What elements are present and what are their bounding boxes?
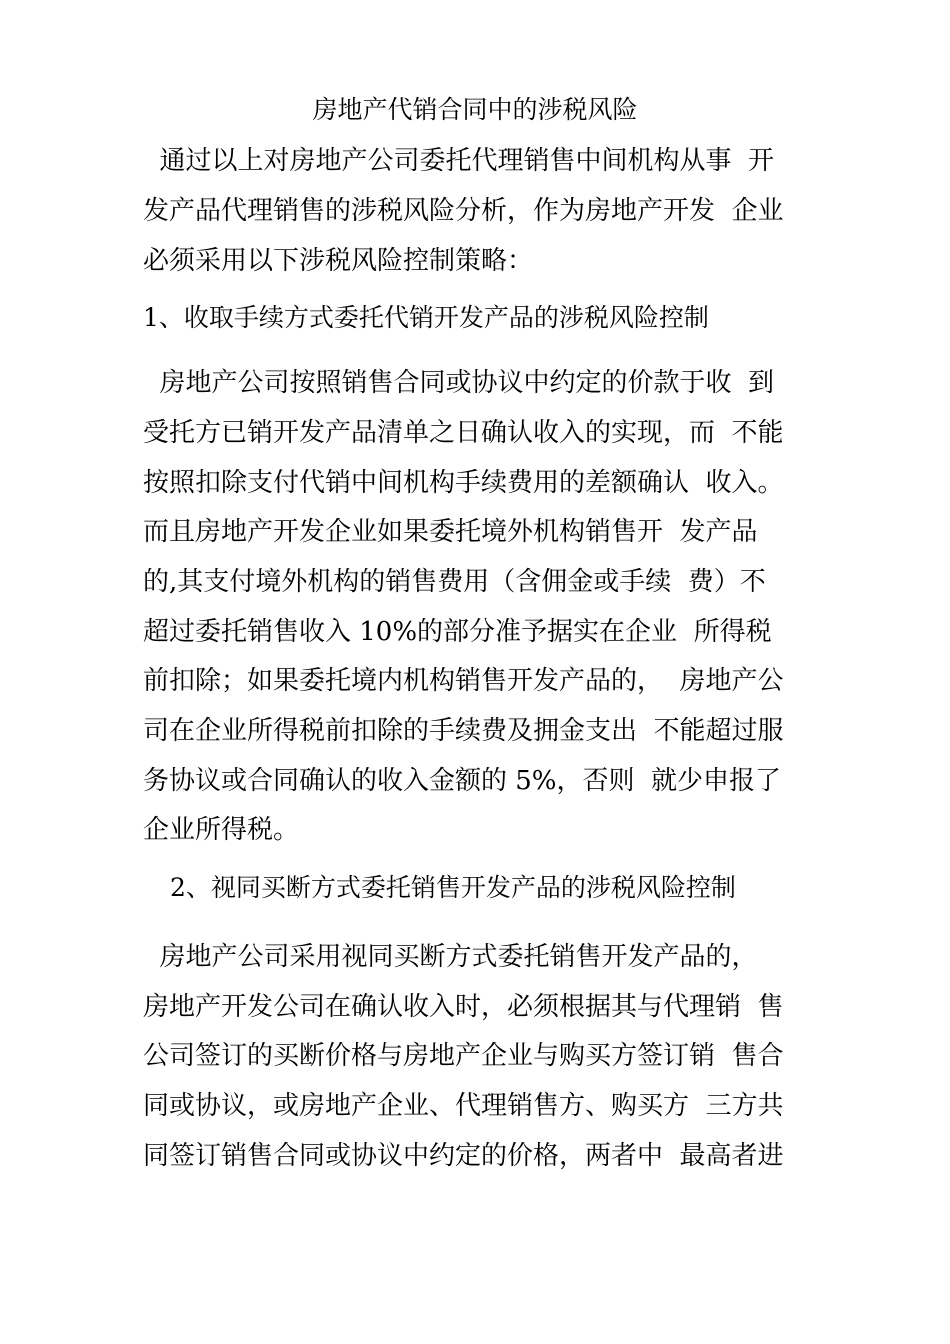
section-2-line-4: 同或协议，或房地产企业、代理销售方、购买方 三方共 bbox=[143, 1091, 784, 1121]
section-2-line-1: 房地产公司采用视同买断方式委托销售开发产品的， bbox=[143, 942, 758, 972]
section-1-line-10: 企业所得税。 bbox=[143, 815, 300, 845]
section-1-line-1: 房地产公司按照销售合同或协议中约定的价款于收 到 bbox=[143, 368, 775, 398]
section-2-line-5: 同签订销售合同或协议中约定的价格，两者中 最高者进 bbox=[143, 1141, 784, 1171]
section-1-line-4: 而且房地产开发企业如果委托境外机构销售开 发产品 bbox=[143, 517, 758, 547]
document-title: 房地产代销合同中的涉税风险 bbox=[312, 95, 638, 124]
section-1-line-2: 受托方已销开发产品清单之日确认收入的实现，而 不能 bbox=[143, 418, 784, 448]
intro-line-1: 通过以上对房地产公司委托代理销售中间机构从事 开 bbox=[143, 146, 775, 176]
section-2-line-2: 房地产开发公司在确认收入时，必须根据其与代理销 售 bbox=[143, 992, 784, 1022]
intro-line-2: 发产品代理销售的涉税风险分析，作为房地产开发 企业 bbox=[143, 196, 784, 226]
section-1-line-3: 按照扣除支付代销中间机构手续费用的差额确认 收入。 bbox=[143, 468, 784, 498]
section-1-line-6: 超过委托销售收入 10%的部分准予据实在企业 所得税 bbox=[143, 617, 772, 647]
section-2-heading: 2、视同买断方式委托销售开发产品的涉税风险控制 bbox=[170, 873, 736, 902]
section-1-heading: 1、收取手续方式委托代销开发产品的涉税风险控制 bbox=[143, 303, 709, 332]
section-2-line-3: 公司签订的买断价格与房地产企业与购买方签订销 售合 bbox=[143, 1041, 784, 1071]
section-1-line-9: 务协议或合同确认的收入金额的 5%，否则 就少申报了 bbox=[143, 766, 782, 796]
intro-line-3: 必须采用以下涉税风险控制策略： bbox=[143, 246, 534, 276]
section-1-line-5: 的,其支付境外机构的销售费用（含佣金或手续 费）不 bbox=[143, 567, 766, 597]
section-1-line-7: 前扣除；如果委托境内机构销售开发产品的， 房地产公 bbox=[143, 666, 784, 696]
section-1-line-8: 司在企业所得税前扣除的手续费及拥金支出 不能超过服 bbox=[143, 716, 784, 746]
